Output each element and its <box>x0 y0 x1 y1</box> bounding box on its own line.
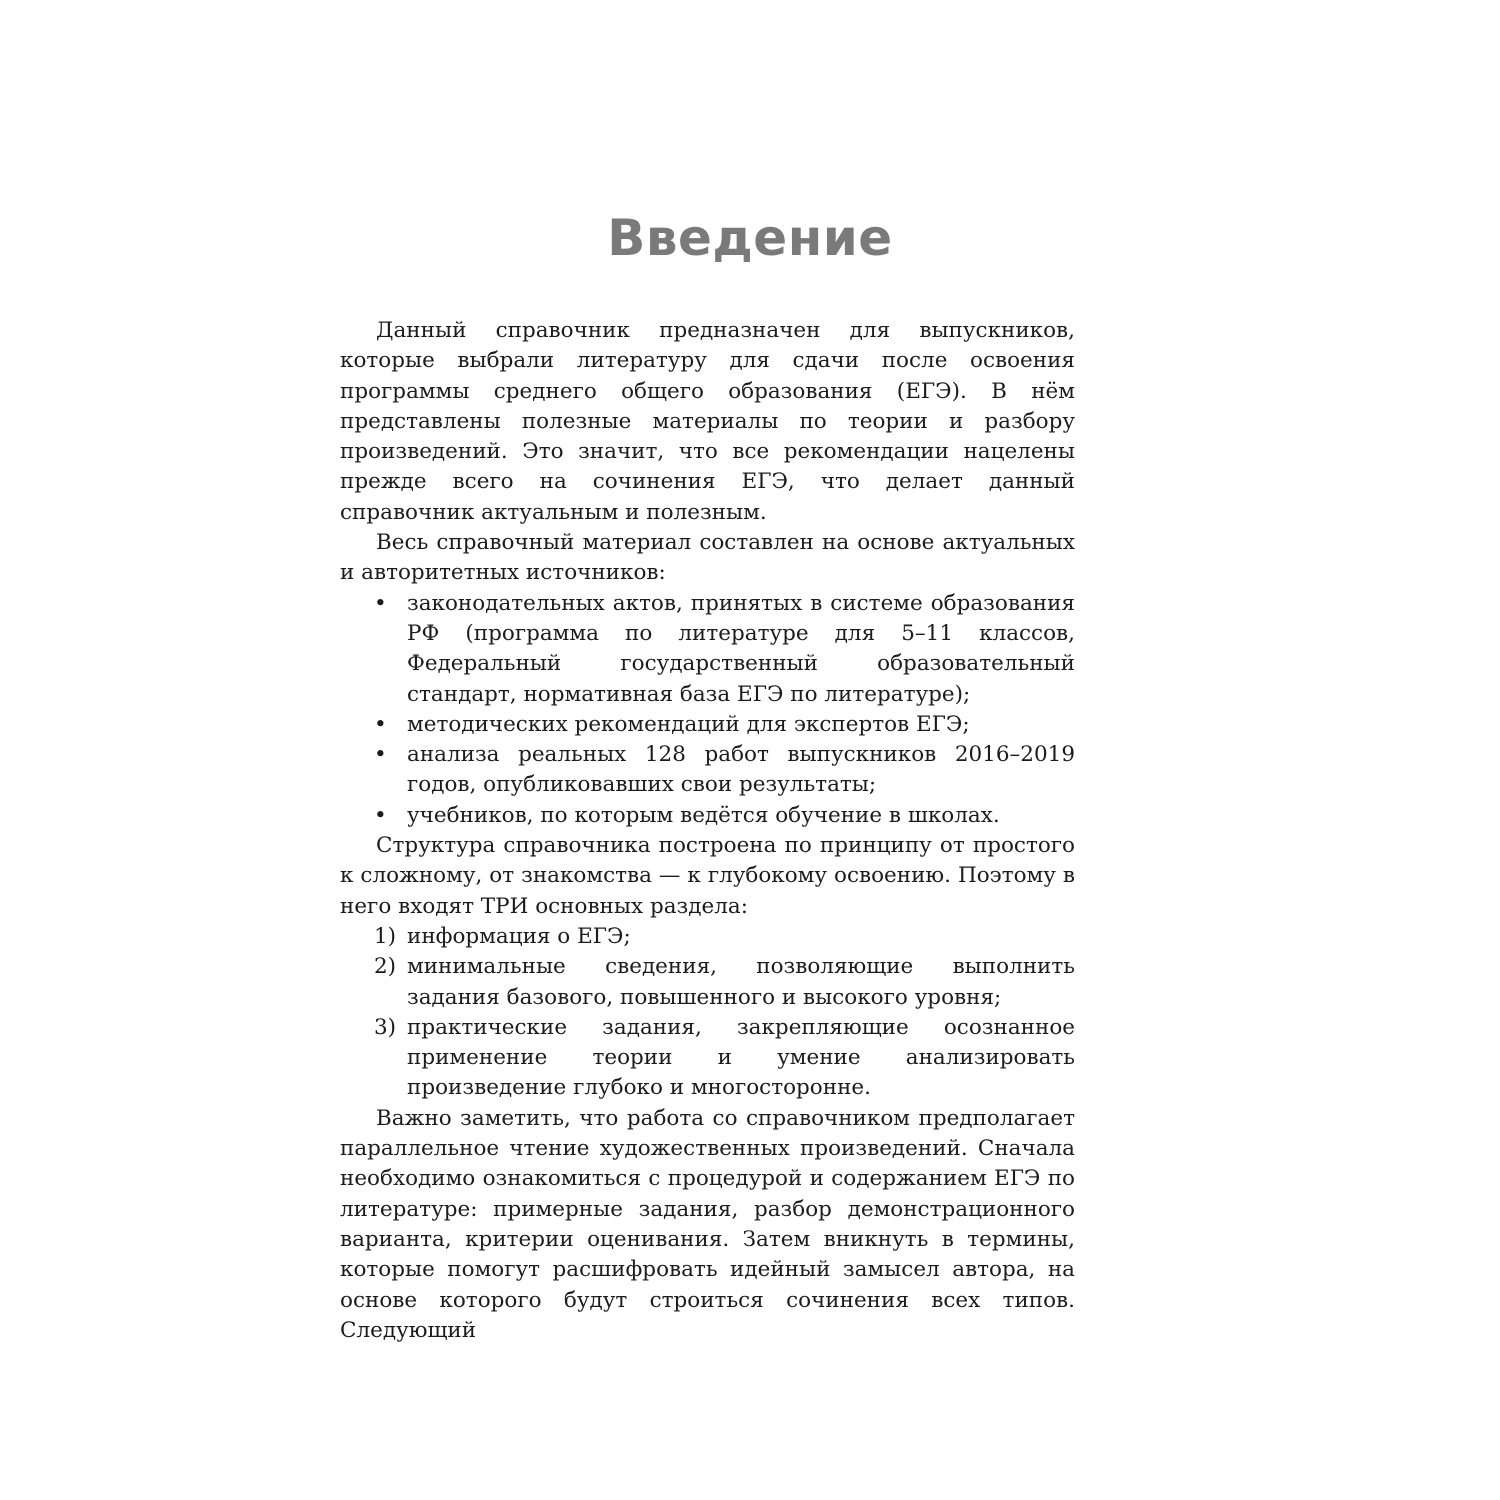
list-item <box>340 589 1075 710</box>
paragraph-intro: Данный справочник предназначен для выпускников, которые выбрали литературу для сдачи после освоения программы среднего общего образования (ЕГЭ). В нём представлены полезные материалы по теории и разбору произведений. Это значит, что все рекомендации нацелены прежде всего на сочинения ЕГЭ, что делает данный справочник актуальным и полезным. <box>340 318 1075 525</box>
paragraph-usage: Важно заметить, что работа со справочником предполагает параллельное чтение художественных произведений. Сначала необходимо ознакомиться с процедурой и содержанием ЕГЭ по литературе: примерные задания, разбор демонстрационного варианта, критерии оценивания. Затем вникнуть в термины, которые помогут расшифровать идейный замысел автора, на основе которого будут строиться сочинения всех типов. Следующий <box>340 1105 1075 1343</box>
list-item-text: минимальные сведения, позволяющие выполнить задания базового, повышенного и высокого уровня; <box>407 954 1075 1010</box>
sources-list <box>340 589 1075 831</box>
bullet-mark: • <box>374 802 387 828</box>
list-item <box>340 710 1075 740</box>
bullet-mark: • <box>374 590 387 616</box>
list-item-text: информация о ЕГЭ; <box>407 923 631 949</box>
bullet-mark: • <box>374 742 387 768</box>
list-item <box>340 740 1075 801</box>
sections-list <box>340 922 1075 1104</box>
list-number: 3) <box>374 1014 397 1040</box>
paragraph-structure: Структура справочника построена по принципу от простого к сложному, от знакомства — к глубокому освоению. Поэтому в него входят ТРИ основных раздела: <box>340 833 1075 919</box>
list-item <box>340 952 1075 1013</box>
list-item <box>340 1013 1075 1104</box>
list-item <box>340 922 1075 952</box>
bullet-mark: • <box>374 711 387 737</box>
list-number: 2) <box>374 954 397 980</box>
list-item-text: анализа реальных 128 работ выпускников 2016–2019 годов, опубликовавших свои результаты; <box>407 742 1075 798</box>
list-item-text: практические задания, закрепляющие осознанное применение теории и умение анализировать произведение глубоко и многосторонне. <box>407 1014 1075 1101</box>
list-item <box>340 801 1075 831</box>
list-item-text: законодательных актов, принятых в системе образования РФ (программа по литературе для 5–11 классов, Федеральный государственный образовательный стандарт, нормативная база ЕГЭ по литературе); <box>407 590 1075 707</box>
paragraph-sources-intro: Весь справочный материал составлен на основе актуальных и авторитетных источников: <box>340 530 1075 586</box>
list-item-text: учебников, по которым ведётся обучение в школах. <box>407 802 1000 828</box>
body-text <box>340 316 1075 1346</box>
list-number: 1) <box>374 923 397 949</box>
list-item-text: методических рекомендаций для экспертов ЕГЭ; <box>407 711 970 737</box>
page-title: Введение <box>607 209 893 267</box>
